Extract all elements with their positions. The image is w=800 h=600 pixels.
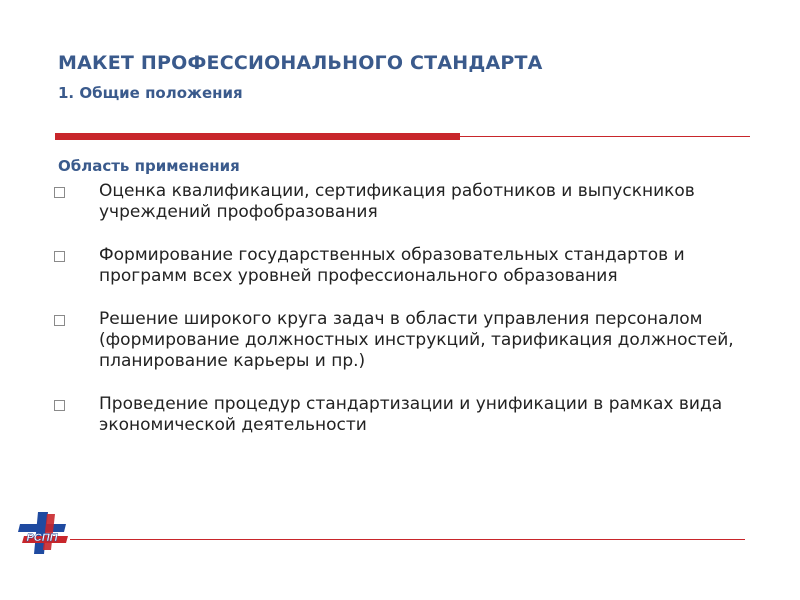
square-bullet-icon [54, 315, 65, 326]
bullet-list [52, 181, 752, 458]
slide-title: МАКЕТ ПРОФЕССИОНАЛЬНОГО СТАНДАРТА [58, 52, 543, 74]
square-bullet-icon [54, 187, 65, 198]
list-item [52, 394, 752, 436]
footer-divider-line [70, 539, 745, 540]
list-item [52, 245, 752, 287]
section-label: Область применения [58, 157, 240, 175]
list-item-text: Оценка квалификации, сертификация работников и выпускников учреждений профобразования [99, 181, 695, 222]
square-bullet-icon [54, 251, 65, 262]
list-item-text: Решение широкого круга задач в области управления персоналом (формирование должностных инструкций, тарификация должностей, планирование карьеры и пр.) [99, 309, 734, 371]
logo-wordmark: РСПП [26, 532, 58, 544]
header-divider-accent [55, 133, 460, 140]
square-bullet-icon [54, 400, 65, 411]
list-item-text: Формирование государственных образовательных стандартов и программ всех уровней профессионального образования [99, 245, 685, 286]
slide-subtitle: 1. Общие положения [58, 84, 243, 102]
list-item [52, 181, 752, 223]
list-item-text: Проведение процедур стандартизации и унификации в рамках вида экономической деятельности [99, 394, 723, 435]
rspp-logo [14, 510, 70, 556]
list-item [52, 309, 752, 372]
